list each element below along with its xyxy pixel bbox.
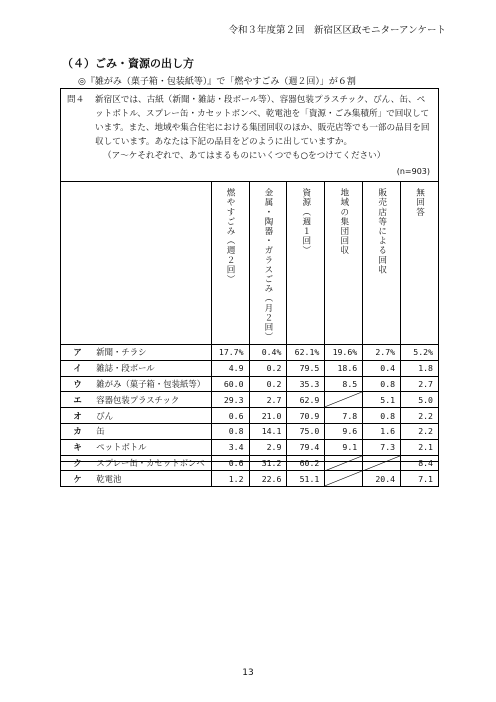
table-row [61,408,439,424]
table-row [61,423,439,439]
value-cell: 20.4 [363,471,401,487]
value-cell: 19.6% [325,345,363,361]
question-number: 問４ [67,95,85,105]
table-row [61,455,439,471]
diagonal-slash-icon [325,471,362,486]
row-letter: オ [61,408,95,424]
value-cell: 3.4 [211,439,249,455]
value-cell: 8.5 [325,376,363,392]
value-cell: 9.1 [325,439,363,455]
table-row [61,439,439,455]
value-cell: 1.8 [401,360,439,376]
value-cell: 79.5 [287,360,325,376]
document-header: 令和３年度第２回 新宿区区政モニターアンケート [228,25,446,36]
value-cell: 0.6 [211,408,249,424]
not-applicable-cell [363,455,401,471]
question-body: 新宿区では、古紙（新聞・雑誌・段ボール等）、容器包装プラスチック、びん、缶、ペットボトル、スプレー缶・カセットボンベ、乾電池を「資源・ごみ集積所」で回収しています。また、地域や集合住宅における集団回収のほか、販売店等でも一部の品目を回収しています。あなたは下記の品目をどのように出していますか。 [95,95,430,147]
value-cell: 62.9 [287,392,325,408]
diagonal-slash-icon [363,456,400,471]
row-letter: エ [61,392,95,408]
value-cell: 7.3 [363,439,401,455]
table-row [61,345,439,361]
column-header: 無回答 [401,182,439,345]
row-item-label: ペットボトル [94,439,211,455]
section-title: （４）ごみ・資源の出し方 [62,57,194,70]
value-cell: 60.2 [287,455,325,471]
value-cell: 79.4 [287,439,325,455]
value-cell: 17.7% [211,345,249,361]
row-item-label: びん [94,408,211,424]
value-cell: 0.8 [363,376,401,392]
section-summary: ◎『雑がみ（菓子箱・包装紙等）』で「燃やすごみ（週２回）」が６割 [78,77,356,87]
value-cell: 5.1 [363,392,401,408]
value-cell: 2.2 [401,423,439,439]
value-cell: 0.2 [249,360,287,376]
table-row [61,471,439,487]
value-cell: 35.3 [287,376,325,392]
value-cell: 0.8 [363,408,401,424]
value-cell: 75.0 [287,423,325,439]
row-item-label: 雑誌・段ボール [94,360,211,376]
value-cell: 5.2% [401,345,439,361]
value-cell: 14.1 [249,423,287,439]
value-cell: 1.2 [211,471,249,487]
diagonal-slash-icon [325,392,362,407]
value-cell: 31.2 [249,455,287,471]
not-applicable-cell [325,392,363,408]
row-letter: カ [61,423,95,439]
value-cell: 2.9 [249,439,287,455]
value-cell: 2.2 [401,408,439,424]
column-header: 地域の集団回収 [325,182,363,345]
value-cell: 29.3 [211,392,249,408]
not-applicable-cell [325,471,363,487]
column-header: 燃やすごみ（週２回） [211,182,249,345]
value-cell: 0.8 [211,423,249,439]
value-cell: 51.1 [287,471,325,487]
value-cell: 22.6 [249,471,287,487]
row-item-label: 雑がみ（菓子箱・包装紙等） [94,376,211,392]
row-letter: キ [61,439,95,455]
diagonal-slash-icon [325,456,362,471]
table-body [61,345,439,487]
page-number: 13 [242,668,254,678]
row-letter: イ [61,360,95,376]
row-letter: ケ [61,471,95,487]
table-row [61,376,439,392]
value-cell: 0.4 [363,360,401,376]
row-item-label: 新聞・チラシ [94,345,211,361]
value-cell: 2.1 [401,439,439,455]
value-cell: 7.8 [325,408,363,424]
question-instruction: （ア～ケそれぞれで、あてはまるものにいくつでも○をつけてください） [103,151,386,161]
value-cell: 1.6 [363,423,401,439]
table-header-blank [61,182,212,345]
column-header: 販売店等による回収 [363,182,401,345]
value-cell: 0.6 [211,455,249,471]
column-header: 金属・陶器・ガラスごみ（月２回） [249,182,287,345]
row-letter: ク [61,455,95,471]
table-header-row [61,182,439,345]
value-cell: 60.0 [211,376,249,392]
value-cell: 7.1 [401,471,439,487]
table-row [61,392,439,408]
sample-size: (n=903) [396,167,430,176]
value-cell: 70.9 [287,408,325,424]
value-cell: 62.1% [287,345,325,361]
value-cell: 4.9 [211,360,249,376]
value-cell: 8.4 [401,455,439,471]
table-row [61,360,439,376]
question-text-block [67,93,432,163]
value-cell: 2.7 [249,392,287,408]
results-table [60,181,439,487]
not-applicable-cell [325,455,363,471]
row-item-label: スプレー缶・カセットボンベ [94,455,211,471]
row-letter: ア [61,345,95,361]
row-item-label: 乾電池 [94,471,211,487]
column-header: 資源（週１回） [287,182,325,345]
value-cell: 0.2 [249,376,287,392]
value-cell: 18.6 [325,360,363,376]
value-cell: 0.4% [249,345,287,361]
value-cell: 2.7 [401,376,439,392]
value-cell: 2.7% [363,345,401,361]
value-cell: 5.0 [401,392,439,408]
row-item-label: 缶 [94,423,211,439]
row-letter: ウ [61,376,95,392]
row-item-label: 容器包装プラスチック [94,392,211,408]
question-box [60,88,439,484]
value-cell: 21.0 [249,408,287,424]
value-cell: 9.6 [325,423,363,439]
